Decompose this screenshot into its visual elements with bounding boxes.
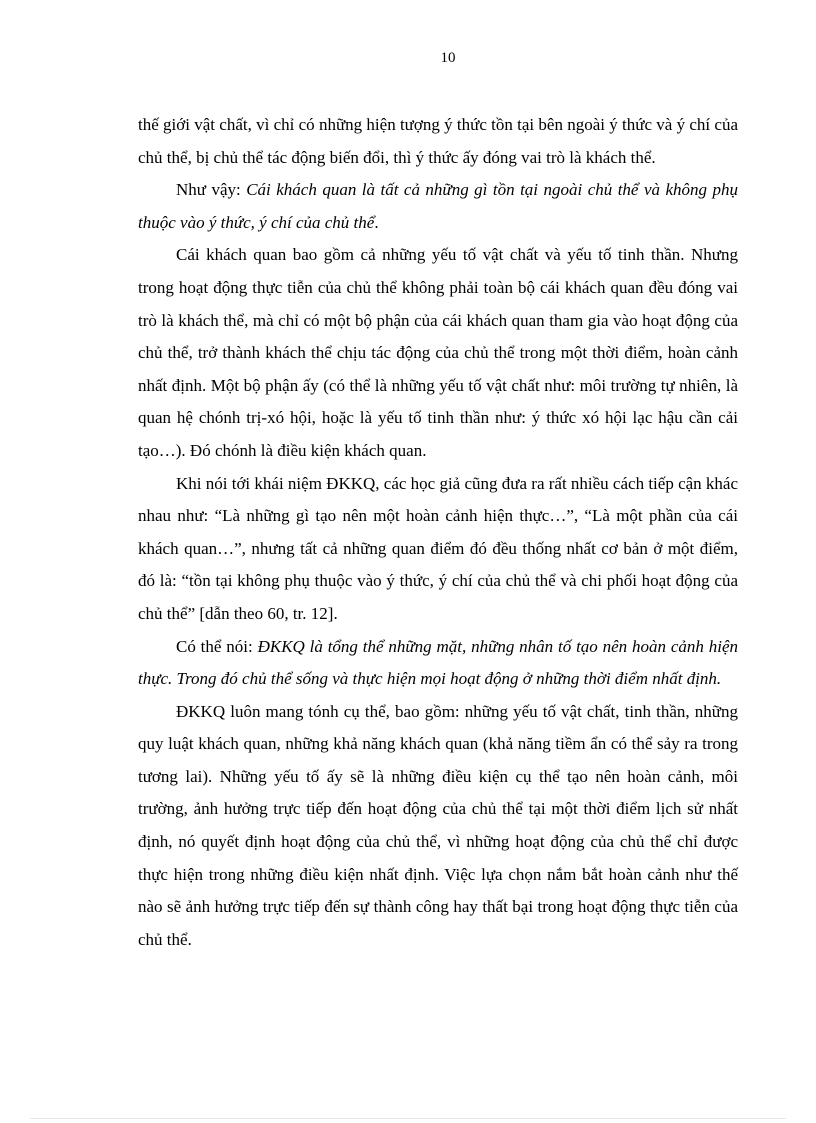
paragraph-definition-objective bbox=[138, 174, 738, 239]
paragraph-dkkq-definition bbox=[138, 631, 738, 696]
definition-lead: Như vậy: bbox=[176, 180, 247, 200]
paragraph-continuation: thế giới vật chất, vì chỉ có những hiện tượng ý thức tồn tại bên ngoài ý thức và ý chí của chủ thể, bị chủ thể tác động biến đổi, thì ý thức ấy đóng vai trò là khách thể. bbox=[138, 115, 738, 167]
paragraph-dkkq-specific: ĐKKQ luôn mang tónh cụ thể, bao gồm: những yếu tố vật chất, tinh thần, những quy luật khách quan, những khả năng khách quan (khả năng tiềm ẩn có thể sảy ra trong tương lai). Những yếu tố ấy sẽ là những điều kiện cụ thể tạo nên hoàn cảnh, môi trường, ảnh hưởng trực tiếp đến hoạt động của chủ thể tại một thời điểm lịch sử nhất định, nó quyết định hoạt động của chủ thể, vì những hoạt động của chủ thể chỉ được thực hiện trong những điều kiện nhất định. Việc lựa chọn nắm bắt hoàn cảnh như thế nào sẽ ảnh hưởng trực tiếp đến sự thành công hay thất bại trong hoạt động thực tiễn của chủ thể. bbox=[138, 701, 738, 949]
document-body bbox=[138, 109, 738, 956]
definition-italic: Cái khách quan là tất cả những gì tồn tại ngoài chủ thể và không phụ thuộc vào ý thức, ý chí của chủ thể bbox=[138, 180, 738, 232]
page-number: 10 bbox=[440, 50, 456, 66]
paragraph-objective-components: Cái khách quan bao gồm cả những yếu tố vật chất và yếu tố tinh thần. Nhưng trong hoạt động thực tiễn của chủ thể không phải toàn bộ cái khách quan đều đóng vai trò là khách thể, mà chỉ có một bộ phận của cái khách quan tham gia vào hoạt động của chủ thể, trở thành khách thể chịu tác động của chủ thể trong một thời điểm, hoàn cảnh nhất định. Một bộ phận ấy (có thể là những yếu tố vật chất như: môi trường tự nhiên, là quan hệ chónh trị-xó hội, hoặc là yếu tố tinh thần như: ý thức xó hội lạc hậu cần cải tạo…). Đó chónh là điều kiện khách quan. bbox=[138, 245, 738, 460]
dkkq-lead: Có thể nói: bbox=[176, 636, 258, 656]
footer-divider bbox=[30, 1118, 786, 1119]
paragraph-dkkq-approaches: Khi nói tới khái niệm ĐKKQ, các học giả cũng đưa ra rất nhiều cách tiếp cận khác nhau như: “Là những gì tạo nên một hoàn cảnh hiện thực…”, “Là một phần của cái khách quan…”, nhưng tất cả những quan điểm đó đều thống nhất cơ bản ở một điểm, đó là: “tồn tại không phụ thuộc vào ý thức, ý chí của chủ thể và chi phối hoạt động của chủ thể” [dẫn theo 60, tr. 12]. bbox=[138, 473, 738, 623]
dkkq-italic: ĐKKQ là tổng thể những mặt, những nhân tố tạo nên hoàn cảnh hiện thực bbox=[138, 636, 739, 689]
definition-tail: . bbox=[374, 212, 379, 232]
dkkq-tail: . Trong đó chủ thể sống và thực hiện mọi hoạt động ở những thời điểm nhất định. bbox=[168, 669, 722, 689]
